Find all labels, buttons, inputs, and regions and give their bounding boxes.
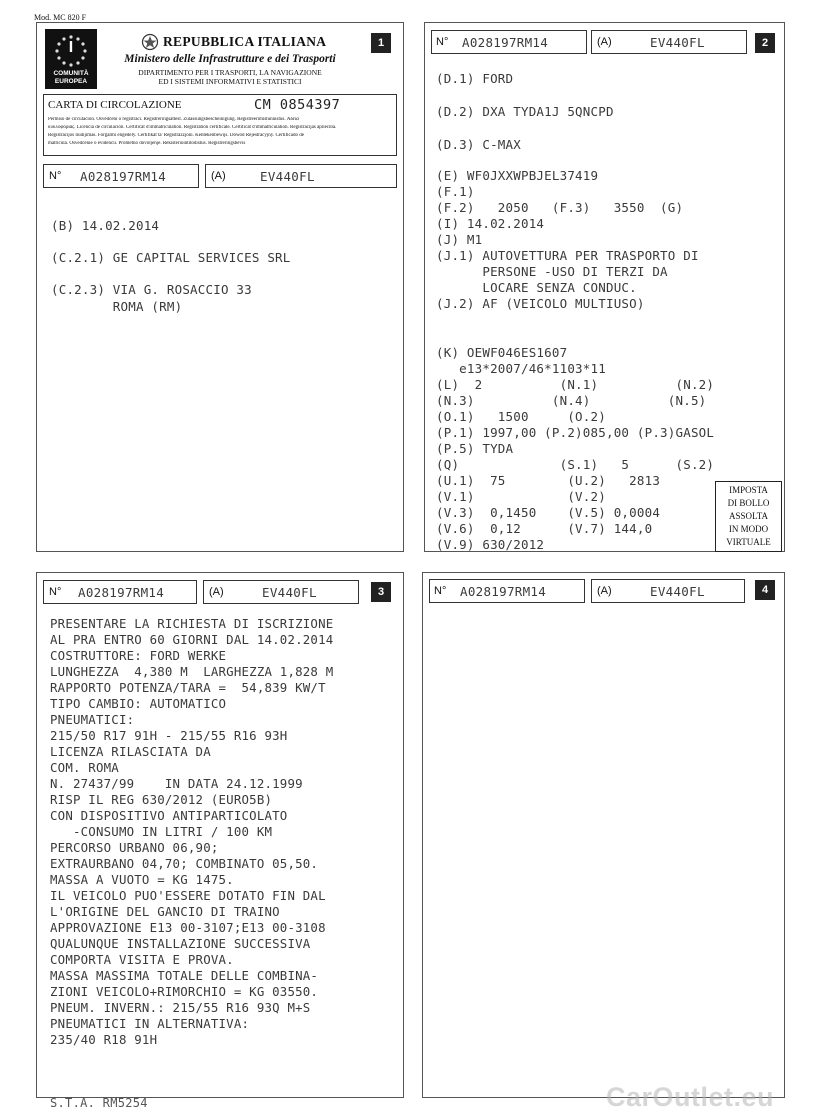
n-label: N° <box>436 36 449 48</box>
plate-number: EV440FL <box>262 585 317 600</box>
plate-box <box>591 30 747 54</box>
registration-number: A028197RM14 <box>460 584 547 599</box>
note-line: PRESENTARE LA RICHIESTA DI ISCRIZIONE <box>50 616 334 631</box>
field-line: (C.2.1) GE CAPITAL SERVICES SRL <box>51 250 291 265</box>
eu-label-2: EUROPEA <box>54 78 88 85</box>
field-line: (L) 2 (N.1) (N.2) <box>436 377 715 392</box>
plate-number: EV440FL <box>650 584 705 599</box>
field-line: (I) 14.02.2014 <box>436 216 545 231</box>
registration-number-box <box>43 164 199 188</box>
field-line: (J) M1 <box>436 232 483 247</box>
watermark: CarOutlet.eu <box>606 1082 775 1112</box>
n-label: N° <box>49 586 62 598</box>
note-line: APPROVAZIONE E13 00-3107;E13 00-3108 <box>50 920 326 935</box>
a-label: (A) <box>597 36 612 48</box>
carta-number: CM 0854397 <box>254 97 341 113</box>
field-line: (D.2) DXA TYDA1J 5QNCPD <box>436 104 614 119</box>
page-number-2: 2 <box>755 33 775 53</box>
registration-number-box <box>43 580 197 604</box>
page-number-3: 3 <box>371 582 391 602</box>
multilang-line: matrícula. Osvedčenie o evidencii. Prometno dovoljenje. Rekisteriöintitodistus. Registreringsbevis <box>48 141 246 146</box>
note-line: 215/50 R17 91H - 215/55 R16 93H <box>50 728 288 743</box>
note-line: MASSA MASSIMA TOTALE DELLE COMBINA- <box>50 968 319 983</box>
registration-number-box <box>431 30 587 54</box>
note-line: PERCORSO URBANO 06,90; <box>50 840 219 855</box>
note-line: LICENZA RILASCIATA DA <box>50 744 211 759</box>
field-line: (V.1) (V.2) <box>436 489 606 504</box>
dept-line-2: ED I SISTEMI INFORMATIVI E STATISTICI <box>158 77 302 86</box>
field-line: (V.3) 0,1450 (V.5) 0,0004 <box>436 505 661 520</box>
footer-code: S.T.A. RM5254 <box>50 1096 148 1110</box>
registration-number: A028197RM14 <box>80 169 167 184</box>
registration-number: A028197RM14 <box>462 35 549 50</box>
note-line: CON DISPOSITIVO ANTIPARTICOLATO <box>50 808 288 823</box>
ministry-name: Ministero delle Infrastrutture e dei Trasporti <box>124 53 336 65</box>
a-label: (A) <box>211 170 226 182</box>
a-label: (A) <box>597 585 612 597</box>
note-line: EXTRAURBANO 04,70; COMBINATO 05,50. <box>50 856 319 871</box>
plate-number: EV440FL <box>260 169 315 184</box>
page-number-4: 4 <box>755 580 775 600</box>
panel-1 <box>36 22 404 552</box>
note-line: L'ORIGINE DEL GANCIO DI TRAINO <box>50 904 280 919</box>
note-line: PNEUMATICI IN ALTERNATIVA: <box>50 1016 250 1031</box>
note-line: TIPO CAMBIO: AUTOMATICO <box>50 696 227 711</box>
field-line: (F.1) <box>436 184 475 199</box>
stamp-duty-line: DI BOLLO <box>727 498 770 508</box>
dept-line-1: DIPARTIMENTO PER I TRASPORTI, LA NAVIGAZIONE <box>138 68 322 77</box>
carta-title: CARTA DI CIRCOLAZIONE <box>48 99 182 111</box>
eu-country: I <box>68 39 74 56</box>
field-line: (V.6) 0,12 (V.7) 144,0 <box>436 521 653 536</box>
panel-2 <box>424 22 785 552</box>
a-label: (A) <box>209 586 224 598</box>
note-line: MASSA A VUOTO = KG 1475. <box>50 872 234 887</box>
registration-number: A028197RM14 <box>78 585 165 600</box>
field-line: (N.3) (N.4) (N.5) <box>436 393 707 408</box>
field-line: (K) OEWF046ES1607 <box>436 345 568 360</box>
field-line: (P.5) TYDA <box>436 441 514 456</box>
plate-box <box>203 580 359 604</box>
note-line: COMPORTA VISITA E PROVA. <box>50 952 234 967</box>
field-line: (B) 14.02.2014 <box>51 218 160 233</box>
field-line: LOCARE SENZA CONDUC. <box>436 280 637 295</box>
plate-box <box>205 164 397 188</box>
stamp-duty-line: ASSOLTA <box>729 511 768 521</box>
stamp-duty-line: VIRTUALE <box>726 537 771 547</box>
note-line: 235/40 R18 91H <box>50 1032 158 1047</box>
field-line: (J.2) AF (VEICOLO MULTIUSO) <box>436 296 645 311</box>
eu-label-1: COMUNITÀ <box>53 70 89 77</box>
field-line: (V.9) 630/2012 <box>436 537 545 552</box>
multilang-line: Permiso de circulación. Osvědčení o registraci. Registreringsattest. Zulassungsbescheinigung. Registreerimistunnistus. Άδεια <box>48 117 299 122</box>
n-label: N° <box>49 170 62 182</box>
field-line: (J.1) AUTOVETTURA PER TRASPORTO DI <box>436 248 699 263</box>
note-line: LUNGHEZZA 4,380 M LARGHEZZA 1,828 M <box>50 664 334 679</box>
note-line: ZIONI VEICOLO+RIMORCHIO = KG 03550. <box>50 984 319 999</box>
field-line: PERSONE -USO DI TERZI DA <box>436 264 668 279</box>
field-line: (E) WF0JXXWPBJEL37419 <box>436 168 599 183</box>
field-line: (D.3) C-MAX <box>436 137 521 152</box>
stamp-duty-line: IMPOSTA <box>729 485 768 495</box>
stamp-duty-box <box>715 481 782 552</box>
note-line: -CONSUMO IN LITRI / 100 KM <box>50 824 273 839</box>
form-code: Mod. MC 820 F <box>34 13 87 22</box>
stamp-duty-line: IN MODO <box>728 524 769 534</box>
field-line: (U.1) 75 (U.2) 2813 <box>436 473 661 488</box>
note-line: N. 27437/99 IN DATA 24.12.1999 <box>50 776 303 791</box>
eu-flag <box>45 29 97 89</box>
field-line: (F.2) 2050 (F.3) 3550 (G) <box>436 200 684 215</box>
carta-box <box>43 94 397 156</box>
note-line: COM. ROMA <box>50 760 119 775</box>
republic-title: REPUBBLICA ITALIANA <box>163 34 327 49</box>
field-line: (Q) (S.1) 5 (S.2) <box>436 457 715 472</box>
note-line: RISP IL REG 630/2012 (EURO5B) <box>50 792 273 807</box>
note-line: IL VEICOLO PUO'ESSERE DOTATO FIN DAL <box>50 888 326 903</box>
note-line: PNEUMATICI: <box>50 712 135 727</box>
multilang-line: Registracijos liudijimas. Forgalmi engedély. Certifikat ta' Reġistrazzjoni. Kentekenbewijs. Dowód Rejestracyjny. Certificado de <box>48 133 304 138</box>
republic-emblem-icon <box>141 33 159 55</box>
multilang-line: κυκλοφορίας. Licencia de circulación. Certificat d'immatriculation. Registration certificate. Certificat d'immatriculation. Reģistrācijas apliecība. <box>48 125 337 130</box>
field-line: (O.1) 1500 (O.2) <box>436 409 606 424</box>
n-label: N° <box>434 585 447 597</box>
field-line: (D.1) FORD <box>436 71 514 86</box>
note-line: RAPPORTO POTENZA/TARA = 54,839 KW/T <box>50 680 326 695</box>
registration-number-box <box>429 579 585 603</box>
note-line: AL PRA ENTRO 60 GIORNI DAL 14.02.2014 <box>50 632 334 647</box>
page-number-1: 1 <box>371 33 391 53</box>
plate-number: EV440FL <box>650 35 705 50</box>
plate-box <box>591 579 745 603</box>
field-line: e13*2007/46*1103*11 <box>436 361 606 376</box>
field-line: ROMA (RM) <box>51 299 183 314</box>
note-line: QUALUNQUE INSTALLAZIONE SUCCESSIVA <box>50 936 311 951</box>
note-line: PNEUM. INVERN.: 215/55 R16 93Q M+S <box>50 1000 311 1015</box>
note-line: COSTRUTTORE: FORD WERKE <box>50 648 227 663</box>
field-line: (P.1) 1997,00 (P.2)085,00 (P.3)GASOL <box>436 425 715 440</box>
field-line: (C.2.3) VIA G. ROSACCIO 33 <box>51 282 252 297</box>
panel-4 <box>422 572 785 1098</box>
